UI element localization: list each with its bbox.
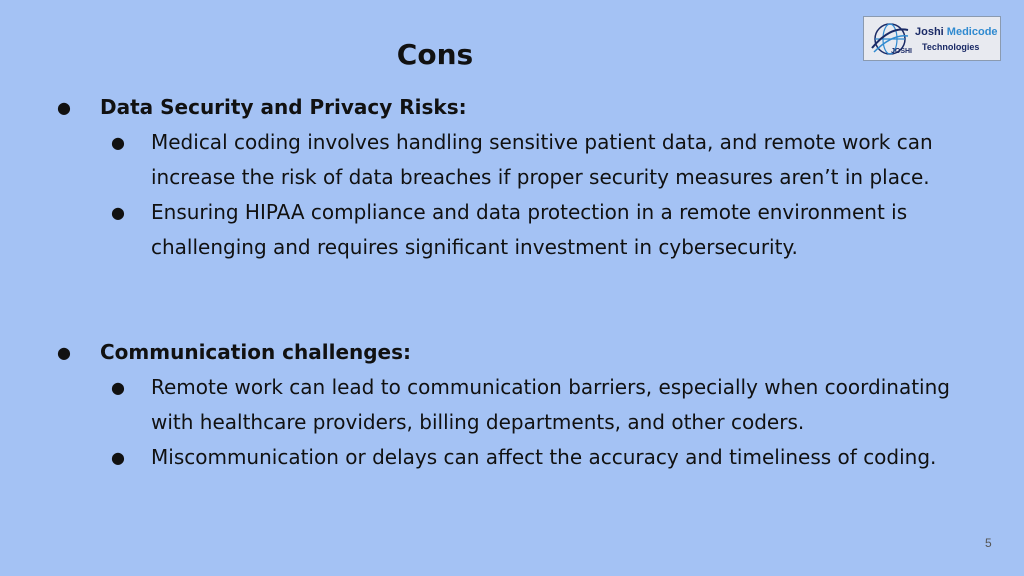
logo-mark-text: JOSHI — [891, 48, 913, 55]
list-item-text: Remote work can lead to communication barriers, especially when coordinating with healthcare providers, billing departments, and other coders. — [151, 375, 950, 434]
bullet-icon: ● — [111, 203, 125, 222]
bullet-icon: ● — [111, 448, 125, 467]
list-item-text: Ensuring HIPAA compliance and data protection in a remote environment is challenging and requires significant investment in cybersecurity. — [151, 200, 908, 259]
section-heading: Data Security and Privacy Risks: — [100, 95, 467, 119]
list-item — [0, 125, 1024, 195]
bullet-content — [0, 90, 1024, 475]
bullet-icon: ● — [111, 133, 125, 152]
logo-name: Joshi Medicode — [915, 26, 998, 38]
company-logo — [863, 16, 1001, 61]
slide-title: Cons — [396, 38, 474, 71]
bullet-icon: ● — [57, 343, 71, 362]
list-item-text: Medical coding involves handling sensitive patient data, and remote work can increase the risk of data breaches if proper security measures aren’t in place. — [151, 130, 933, 189]
logo-tagline: Technologies — [922, 42, 980, 52]
bullet-icon: ● — [57, 98, 71, 117]
list-item — [0, 195, 1024, 265]
list-item — [0, 370, 1024, 440]
bullet-icon: ● — [111, 378, 125, 397]
section-heading: Communication challenges: — [100, 340, 412, 364]
list-item-text: Miscommunication or delays can affect the accuracy and timeliness of coding. — [151, 445, 937, 469]
list-item — [0, 440, 1024, 475]
section-communication — [0, 335, 1024, 475]
page-number: 5 — [985, 536, 992, 550]
section-data-security — [0, 90, 1024, 265]
section-spacer — [0, 265, 1024, 335]
